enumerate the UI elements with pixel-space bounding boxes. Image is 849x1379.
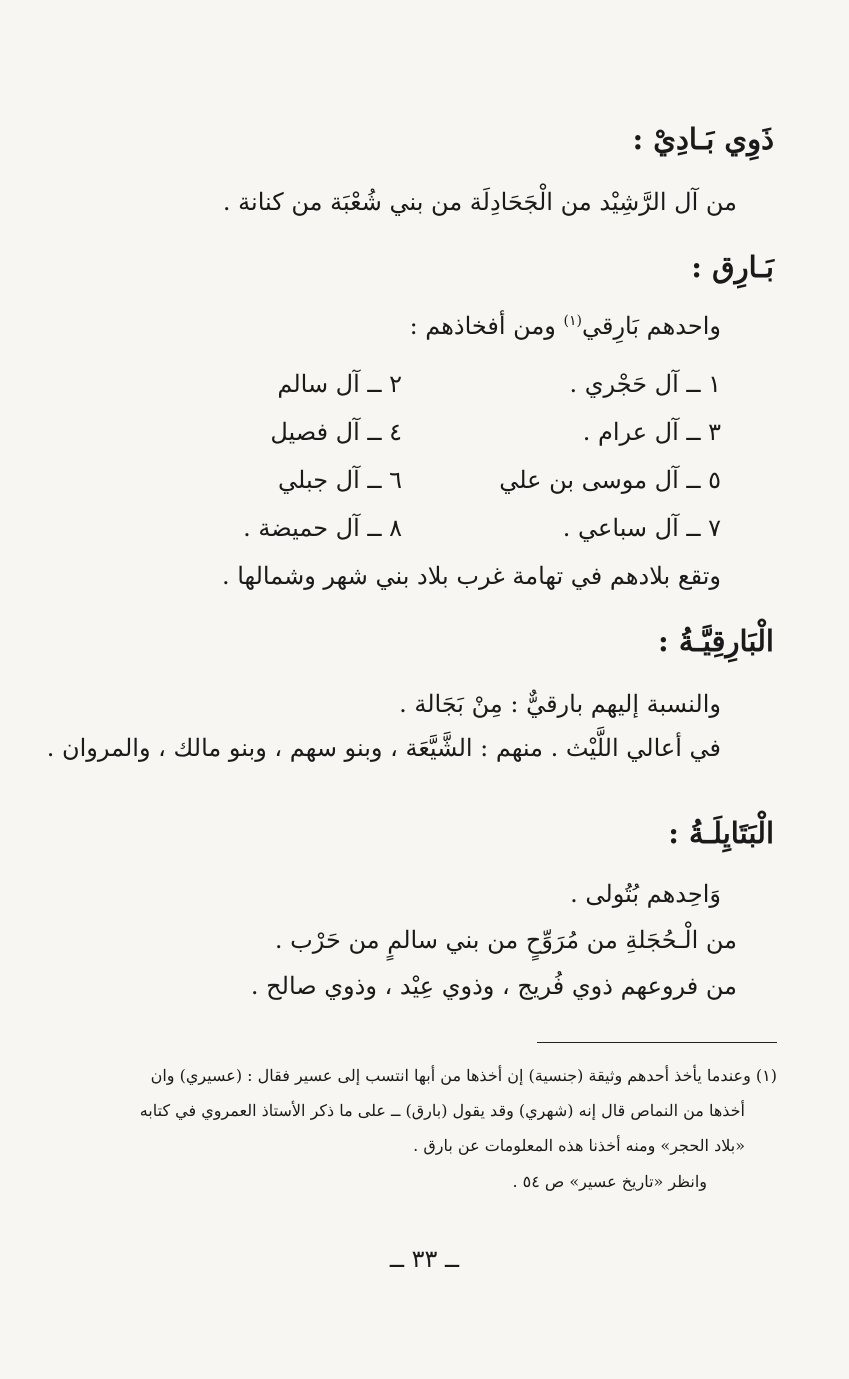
clan-item: ٢ ــ آل سالم: [277, 370, 402, 398]
bariqiyya-location: في أعالي اللَّيْث . منهم : الشَّيَّعَة ، وبنو سهم ، وبنو مالك ، والمروان .: [46, 734, 721, 762]
thawi-badi-lineage: من آل الرَّشِيْد من الْجَحَادِلَة من بني شُعْبَة من كنانة .: [222, 188, 737, 216]
batayila-singular: وَاحِدهم بُتُولى .: [570, 880, 721, 908]
footnote-divider: [537, 1042, 777, 1043]
bariq-location: وتقع بلادهم في تهامة غرب بلاد بني شهر وشمالها .: [221, 562, 721, 590]
footnote-line: «بلاد الحجر» ومنه أخذنا هذه المعلومات عن بارق .: [413, 1136, 745, 1155]
footnote-reference: (١): [563, 313, 582, 329]
clan-item: ١ ــ آل حَجْري .: [569, 370, 721, 398]
footnote-line: أخذها من النماص قال إنه (شهري) وقد يقول (بارق) ــ على ما ذكر الأستاذ العمروي في كتابه: [139, 1101, 745, 1120]
bariq-intro: [410, 312, 721, 340]
footnote-line: وانظر «تاريخ عسير» ص ٥٤ .: [512, 1172, 707, 1191]
heading-bariqiyya: الْبَارِقِيَّـةُ :: [658, 624, 774, 658]
footnote-line: (١) وعندما يأخذ أحدهم وثيقة (جنسية) إن أخذها من أبها انتسب إلى عسير فقال : (عسيري) وان: [150, 1066, 777, 1085]
heading-bariq: بَـارِق :: [691, 250, 774, 284]
clan-item: ٧ ــ آل سباعي .: [562, 514, 721, 542]
batayila-lineage: من الْـحُجَلةِ من مُرَوِّحٍ من بني سالمٍ من حَرْب .: [274, 926, 737, 954]
page-number: ــ ٣٣ ــ: [389, 1245, 460, 1273]
bariq-intro-start: واحدهم بَارِقي: [581, 312, 721, 340]
clan-item: ٥ ــ آل موسى بن علي: [499, 466, 721, 494]
clan-item: ٤ ــ آل فصيل: [270, 418, 402, 446]
clan-item: ٨ ــ آل حميضة .: [243, 514, 402, 542]
clan-item: ٦ ــ آل جبلي: [278, 466, 402, 494]
bariqiyya-nisba: والنسبة إليهم بارقيٌّ : مِنْ بَجَالة .: [399, 690, 721, 718]
heading-batayila: الْبَتَايِلَـةُ :: [668, 816, 774, 850]
bariq-intro-end: ومن أفخاذهم :: [409, 312, 564, 340]
clan-item: ٣ ــ آل عرام .: [582, 418, 721, 446]
batayila-branches: من فروعهم ذوي فُريج ، وذوي عِيْد ، وذوي صالح .: [250, 972, 737, 1000]
heading-thawi-badi: ذَوِي بَـادِيْ :: [632, 122, 774, 156]
